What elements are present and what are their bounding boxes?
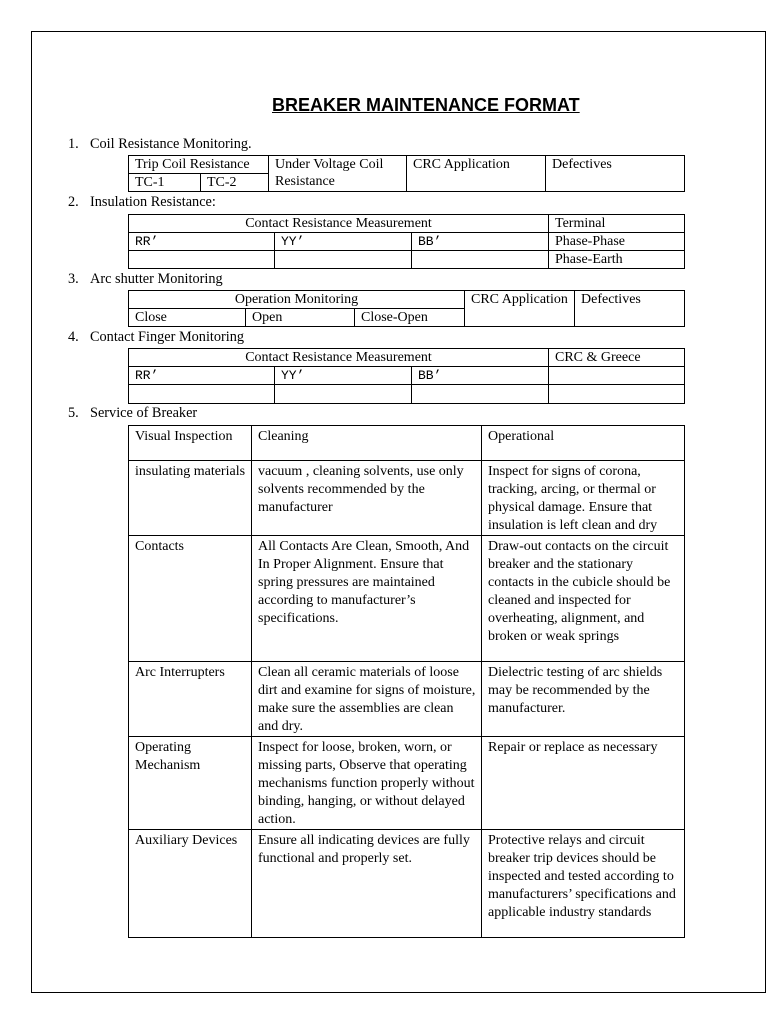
service-of-breaker-table xyxy=(128,425,685,938)
terminal-header: Terminal xyxy=(549,215,685,233)
table-cell xyxy=(412,251,549,269)
cleaning-header: Cleaning xyxy=(252,426,482,461)
close-header: Close xyxy=(129,309,246,327)
section-number: 5. xyxy=(68,405,79,421)
tc2-header: TC-2 xyxy=(201,174,269,192)
section-heading-3 xyxy=(68,271,223,288)
rr-header: RR’ xyxy=(129,367,275,385)
crc-greece-header: CRC & Greece xyxy=(549,349,685,367)
table-cell xyxy=(412,385,549,404)
section-number: 3. xyxy=(68,271,79,287)
defectives-header: Defectives xyxy=(546,156,685,192)
document-title: BREAKER MAINTENANCE FORMAT xyxy=(272,95,580,115)
section-heading-4 xyxy=(68,329,244,346)
service-row-insulating-operational: Inspect for signs of corona, tracking, arcing, or thermal or physical damage. Ensure that insulation is left clean and dry xyxy=(482,461,685,536)
service-row-operating-mechanism-item: Operating Mechanism xyxy=(129,737,252,830)
crc-application-header: CRC Application xyxy=(407,156,546,192)
section-label: Arc shutter Monitoring xyxy=(90,271,223,287)
operational-header: Operational xyxy=(482,426,685,461)
service-row-insulating-item: insulating materials xyxy=(129,461,252,536)
section-number: 4. xyxy=(68,329,79,345)
service-row-auxiliary-devices-cleaning: Ensure all indicating devices are fully functional and properly set. xyxy=(252,830,482,938)
contact-resistance-header: Contact Resistance Measurement xyxy=(129,215,549,233)
service-row-operating-mechanism-cleaning: Inspect for loose, broken, worn, or missing parts, Observe that operating mechanisms function properly without binding, hanging, or without delayed action. xyxy=(252,737,482,830)
service-row-insulating-cleaning: vacuum , cleaning solvents, use only solvents recommended by the manufacturer xyxy=(252,461,482,536)
table-cell xyxy=(275,385,412,404)
section-label: Contact Finger Monitoring xyxy=(90,329,245,345)
table-cell xyxy=(129,251,275,269)
service-row-contacts-item: Contacts xyxy=(129,536,252,662)
section-number: 1. xyxy=(68,136,79,152)
phase-phase-label: Phase-Phase xyxy=(549,233,685,251)
bb-header: BB’ xyxy=(412,367,549,385)
contact-resistance-header: Contact Resistance Measurement xyxy=(129,349,549,367)
insulation-resistance-table xyxy=(128,214,685,269)
section-label: Service of Breaker xyxy=(90,405,198,421)
table-cell xyxy=(549,367,685,385)
service-row-arc-interrupters-item: Arc Interrupters xyxy=(129,662,252,737)
phase-earth-label: Phase-Earth xyxy=(549,251,685,269)
yy-header: YY’ xyxy=(275,233,412,251)
visual-inspection-header: Visual Inspection xyxy=(129,426,252,461)
section-label: Insulation Resistance: xyxy=(90,194,216,210)
section-heading-1 xyxy=(68,136,252,153)
contact-finger-table xyxy=(128,348,685,404)
table-cell xyxy=(129,385,275,404)
operation-monitoring-header: Operation Monitoring xyxy=(129,291,465,309)
coil-resistance-table xyxy=(128,155,685,192)
section-number: 2. xyxy=(68,194,79,210)
section-label: Coil Resistance Monitoring. xyxy=(90,136,252,152)
service-row-auxiliary-devices-operational: Protective relays and circuit breaker trip devices should be inspected and tested according to manufacturers’ specifications and applicable industry standards xyxy=(482,830,685,938)
bb-header: BB’ xyxy=(412,233,549,251)
table-cell xyxy=(549,385,685,404)
section-heading-2 xyxy=(68,194,216,211)
close-open-header: Close-Open xyxy=(355,309,465,327)
service-row-arc-interrupters-operational: Dielectric testing of arc shields may be recommended by the manufacturer. xyxy=(482,662,685,737)
defectives-header: Defectives xyxy=(575,291,685,327)
service-row-auxiliary-devices-item: Auxiliary Devices xyxy=(129,830,252,938)
rr-header: RR’ xyxy=(129,233,275,251)
service-row-operating-mechanism-operational: Repair or replace as necessary xyxy=(482,737,685,830)
tc1-header: TC-1 xyxy=(129,174,201,192)
open-header: Open xyxy=(246,309,355,327)
crc-application-header: CRC Application xyxy=(465,291,575,327)
arc-shutter-table xyxy=(128,290,685,327)
section-heading-5 xyxy=(68,405,197,422)
yy-header: YY’ xyxy=(275,367,412,385)
undervoltage-coil-header: Under Voltage Coil Resistance xyxy=(269,156,407,192)
service-row-arc-interrupters-cleaning: Clean all ceramic materials of loose dirt and examine for signs of moisture, make sure the assemblies are clean and dry. xyxy=(252,662,482,737)
service-row-contacts-operational: Draw-out contacts on the circuit breaker and the stationary contacts in the cubicle should be cleaned and inspected for overheating, alignment, and broken or weak springs xyxy=(482,536,685,662)
service-row-contacts-cleaning: All Contacts Are Clean, Smooth, And In Proper Alignment. Ensure that spring pressures are maintained according to manufacturer’s specifications. xyxy=(252,536,482,662)
trip-coil-resistance-header: Trip Coil Resistance xyxy=(129,156,269,174)
table-cell xyxy=(275,251,412,269)
